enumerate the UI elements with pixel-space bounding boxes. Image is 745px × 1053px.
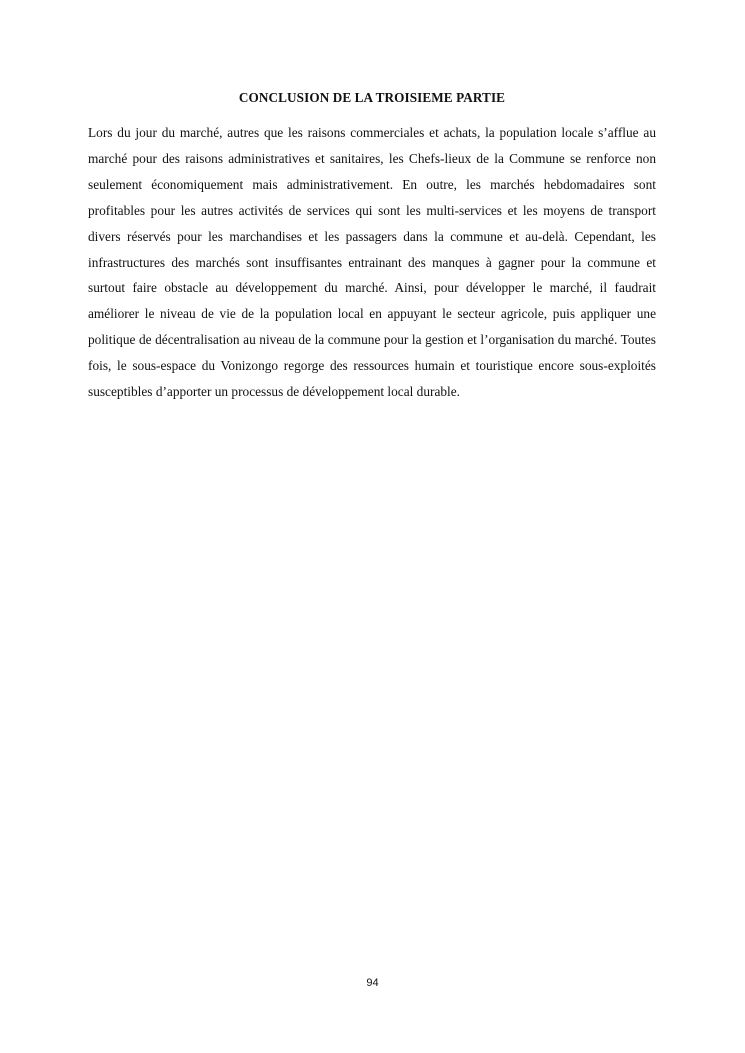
section-title: CONCLUSION DE LA TROISIEME PARTIE <box>238 90 506 105</box>
conclusion-paragraph: Lors du jour du marché, autres que les raisons commerciales et achats, la population locale s’afflue au marché pour des raisons administratives et sanitaires, les Chefs-lieux de la Commune se renforce non seulement économiquement mais administrativement. En outre, les marchés hebdomadaires sont profitables pour les autres activités de services qui sont les multi-services et les moyens de transport divers réservés pour les marchandises et les passagers dans la commune et au-delà. Cependant, les infrastructures des marchés sont insuffisantes entrainant des manques à gagner pour la commune et surtout faire obstacle au développement du marché. Ainsi, pour développer le marché, il faudrait améliorer le niveau de vie de la population local en appuyant le secteur agricole, puis appliquer une politique de décentralisation au niveau de la commune pour la gestion et l’organisation du marché. Toutes fois, le sous-espace du Vonizongo regorge des ressources humain et touristique encore sous-exploités susceptibles d’apporter un processus de développement local durable. <box>88 125 656 400</box>
page-number: 94 <box>366 977 379 989</box>
